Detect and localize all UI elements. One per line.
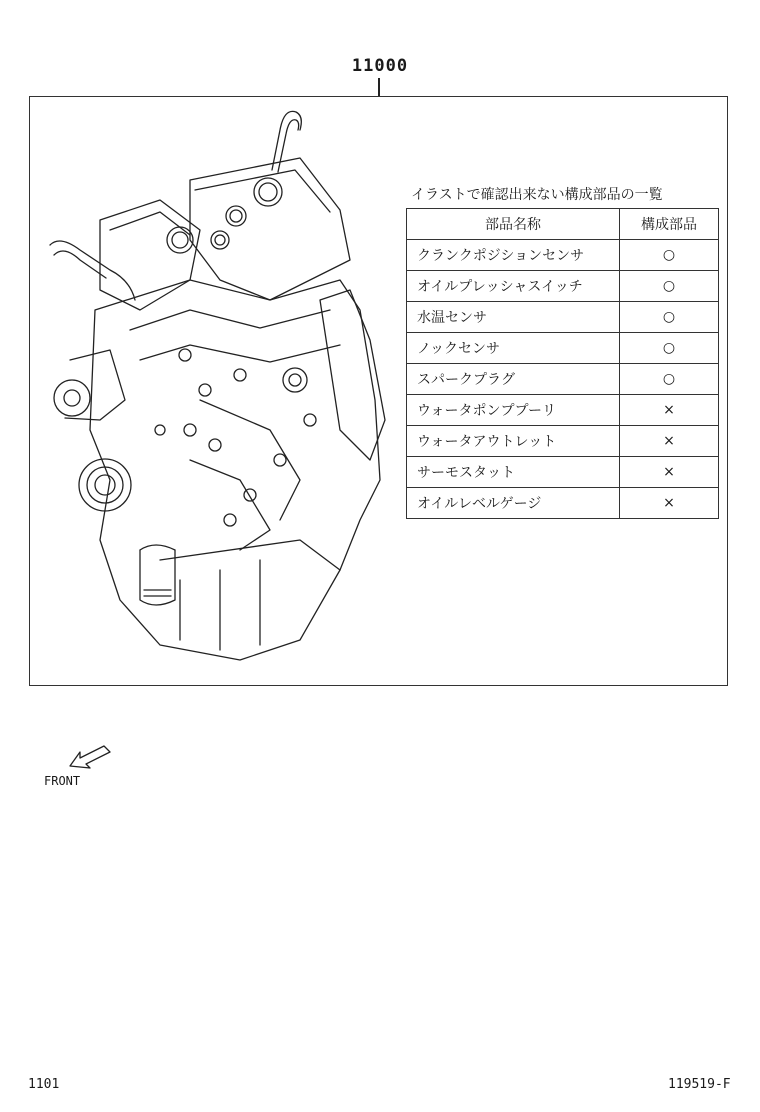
front-label: FRONT: [44, 774, 81, 788]
engine-assembly-illustration: [40, 100, 390, 670]
row-part-name: ウォータポンププーリ: [407, 395, 620, 426]
front-arrow-icon: [66, 742, 114, 772]
row-part-name: ノックセンサ: [407, 333, 620, 364]
table-row: [407, 395, 719, 426]
row-mark: ×: [620, 488, 719, 519]
row-part-name: スパークプラグ: [407, 364, 620, 395]
row-part-name: オイルレベルゲージ: [407, 488, 620, 519]
row-part-name: サーモスタット: [407, 457, 620, 488]
row-part-name: オイルプレッシャスイッチ: [407, 271, 620, 302]
footer-right-code: 119519-F: [668, 1077, 731, 1092]
part-number-label: 11000: [351, 56, 409, 76]
row-mark: ○: [620, 333, 719, 364]
table-row: [407, 426, 719, 457]
header-component: 構成部品: [620, 209, 719, 240]
table-row: [407, 333, 719, 364]
row-part-name: ウォータアウトレット: [407, 426, 620, 457]
row-mark: ○: [620, 364, 719, 395]
table-row: [407, 240, 719, 271]
row-part-name: 水温センサ: [407, 302, 620, 333]
component-list-table: [406, 208, 719, 519]
row-mark: ○: [620, 240, 719, 271]
table-row: [407, 271, 719, 302]
table-row: [407, 488, 719, 519]
row-mark: ×: [620, 395, 719, 426]
row-mark: ○: [620, 302, 719, 333]
footer-left-code: 1101: [28, 1077, 60, 1092]
table-header-row: [407, 209, 719, 240]
header-part-name: 部品名称: [407, 209, 620, 240]
table-caption: イラストで確認出来ない構成部品の一覧: [411, 187, 663, 203]
table-row: [407, 364, 719, 395]
table-row: [407, 457, 719, 488]
row-part-name: クランクポジションセンサ: [407, 240, 620, 271]
table-row: [407, 302, 719, 333]
part-number-leader-line: [378, 78, 380, 97]
row-mark: ×: [620, 457, 719, 488]
row-mark: ×: [620, 426, 719, 457]
row-mark: ○: [620, 271, 719, 302]
